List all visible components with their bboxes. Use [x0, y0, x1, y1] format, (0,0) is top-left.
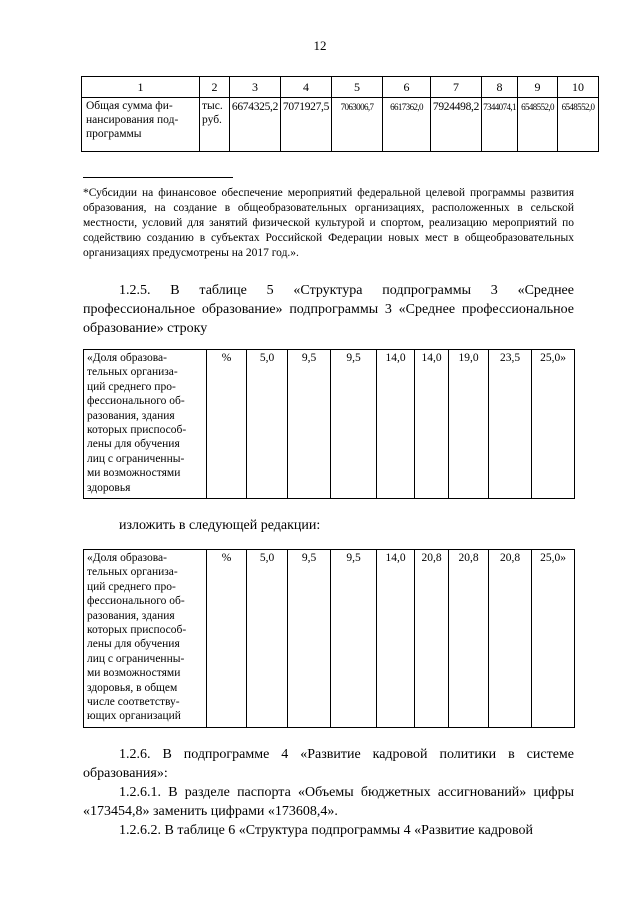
- indicator-name-line: тельных организа-: [87, 566, 178, 579]
- indicator-name-line: «Доля образова-: [87, 352, 167, 364]
- value-cell: 20,8: [489, 550, 532, 728]
- table-row: [84, 350, 575, 499]
- header-cell: 4: [281, 77, 332, 98]
- value-cell: 5,0: [247, 350, 288, 499]
- header-cell: 6: [383, 77, 431, 98]
- indicator-name-line: разования, здания: [87, 409, 175, 422]
- header-cell: 1: [82, 77, 200, 98]
- row-label: [82, 98, 200, 152]
- value-cell: 6548552,0: [558, 98, 599, 152]
- header-cell: 7: [431, 77, 482, 98]
- indicator-name: [84, 550, 207, 728]
- header-cell: 10: [558, 77, 599, 98]
- value-cell: 9,5: [331, 550, 377, 728]
- value-cell: 6674325,2: [230, 98, 281, 152]
- indicator-name-line: «Доля образова-: [87, 552, 167, 564]
- paragraph-1-2-6-2: 1.2.6.2. В таблице 6 «Структура подпрограммы 4 «Развитие кадровой: [119, 823, 533, 838]
- financing-table: [81, 76, 599, 152]
- indicator-name-line: ющих организаций: [87, 710, 181, 723]
- indicator-name-line: ций среднего про-: [87, 380, 176, 393]
- indicator-table-old: [83, 349, 575, 499]
- value-cell: 5,0: [247, 550, 288, 728]
- indicator-name-line: разования, здания: [87, 609, 175, 622]
- indicator-name-line: лены для обучения: [87, 638, 180, 651]
- table-row: [82, 98, 599, 152]
- value-cell: 19,0: [449, 350, 489, 499]
- row-label-line: нансирования под-: [86, 114, 179, 126]
- indicator-name: [84, 350, 207, 499]
- indicator-name-line: которых приспособ-: [87, 624, 187, 637]
- indicator-name-line: ми возможностями: [87, 467, 181, 480]
- value-cell: 7924498,2: [431, 98, 482, 152]
- value-cell: 9,5: [331, 350, 377, 499]
- value-cell: 20,8: [449, 550, 489, 728]
- value-cell: 14,0: [377, 350, 415, 499]
- row-label-line: Общая сумма фи-: [86, 100, 173, 112]
- page-number: 12: [313, 38, 327, 53]
- indicator-name-line: ций среднего про-: [87, 580, 176, 593]
- value-cell: 23,5: [489, 350, 532, 499]
- indicator-name-line: лиц с ограниченны-: [87, 652, 185, 665]
- header-cell: 3: [230, 77, 281, 98]
- paragraph-1-2-6-1: 1.2.6.1. В разделе паспорта «Объемы бюджетных ассигнований» цифры «173454,8» заменить цифрами «173608,4».: [83, 785, 574, 819]
- value-cell: 7344074,1: [482, 98, 518, 152]
- indicator-name-line: тельных организа-: [87, 366, 178, 379]
- unit-cell: %: [207, 350, 247, 499]
- table-row: [84, 550, 575, 728]
- value-cell: 25,0»: [532, 350, 575, 499]
- indicator-name-line: ми возможностями: [87, 667, 181, 680]
- header-cell: 8: [482, 77, 518, 98]
- value-cell: 9,5: [288, 550, 331, 728]
- header-cell: 5: [332, 77, 383, 98]
- value-cell: 6548552,0: [518, 98, 558, 152]
- value-cell: 25,0»: [532, 550, 575, 728]
- paragraph-1-2-6: 1.2.6. В подпрограмме 4 «Развитие кадровой политики в системе образования»:: [83, 747, 574, 781]
- header-cell: 9: [518, 77, 558, 98]
- indicator-name-line: лиц с ограниченны-: [87, 452, 185, 465]
- value-cell: 20,8: [415, 550, 449, 728]
- value-cell: 9,5: [288, 350, 331, 499]
- footnote: *Субсидии на финансовое обеспечение мероприятий федеральной целевой программы развития образования, на создание в общеобразовательных организациях, расположенных в сельской местности, условий для занятий физической культурой и спортом, реализацию мероприятий по содействию созданию в субъектах Российской Федерации новых мест в общеобразовательных организациях предусмотрены на 2017 год.».: [83, 187, 574, 259]
- value-cell: 7071927,5: [281, 98, 332, 152]
- indicator-name-line: фессионального об-: [87, 595, 185, 608]
- value-cell: 14,0: [415, 350, 449, 499]
- footnote-divider: [83, 177, 233, 178]
- paragraph-replace: изложить в следующей редакции:: [119, 518, 321, 533]
- indicator-name-line: числе соответству-: [87, 696, 180, 709]
- value-cell: 14,0: [377, 550, 415, 728]
- paragraph-1-2-5: 1.2.5. В таблице 5 «Структура подпрограммы 3 «Среднее профессиональное образование» подпрограммы 3 «Среднее профессиональное образование» строку: [83, 283, 574, 336]
- indicator-name-line: фессионального об-: [87, 395, 185, 408]
- indicator-name-line: здоровья: [87, 481, 131, 494]
- unit-cell: тыс. руб.: [200, 98, 230, 152]
- value-cell: 7063006,7: [332, 98, 383, 152]
- row-label-line: программы: [86, 128, 142, 140]
- header-cell: 2: [200, 77, 230, 98]
- indicator-name-line: здоровья, в общем: [87, 681, 178, 694]
- value-cell: 6617362,0: [383, 98, 431, 152]
- unit-cell: %: [207, 550, 247, 728]
- indicator-name-line: которых приспособ-: [87, 424, 187, 437]
- table-header-row: [82, 77, 599, 98]
- indicator-name-line: лены для обучения: [87, 438, 180, 451]
- indicator-table-new: [83, 549, 575, 728]
